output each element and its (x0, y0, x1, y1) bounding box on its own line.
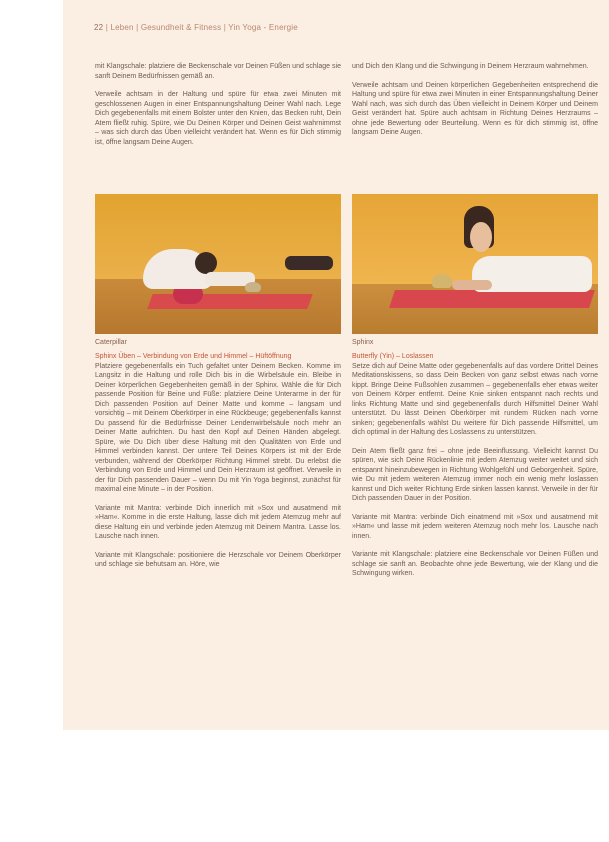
sphinx-photo (352, 194, 598, 334)
right-column-bottom (352, 352, 598, 588)
butterfly-variation-bowl: Variante mit Klangschale: platziere eine Beckenschale vor Deinen Füßen und schlage sie sanft an. Beobachte ohne jede Bewertung, wie der Klang und die Schwingung wirken. (352, 551, 598, 577)
caterpillar-photo (95, 194, 341, 334)
butterfly-variation-mantra: Variante mit Mantra: verbinde Dich einatmend mit »Sox und ausatmend mit »Ham« und lasse mit jedem weiteren Atemzug noch mehr los. Lausche nach innen. (352, 513, 598, 540)
caterpillar-caption: Caterpillar (95, 339, 127, 346)
right-rest-paragraph: Verweile achtsam und Deinen körperlichen Gegebenheiten entsprechend die Haltung und spüre für etwa zwei Minuten in einer Entspannungshaltung Deiner Wahl nach, was sich durch das Üben vielleicht in Deinem Körper und Deinem Geist verändert hat. Spüre auch achtsam in Richtung Deines Herzraums – ohne jede Bewertung oder Beurteilung. Wenn es für dich stimmig ist, öffne langsam Deine Augen. (352, 81, 598, 136)
page-number: 22 (94, 23, 104, 32)
sphinx-variation-bowl: Variante mit Klangschale: positioniere die Herzschale vor Deinem Oberkörper und schlage sie behutsam an. Höre, wie (95, 551, 341, 568)
butterfly-body-2: Dein Atem fließt ganz frei – ohne jede Beeinflussung. Vielleicht kannst Du spüren, wie sich Deine Rückenlinie mit jedem Atemzug weiter weitet und sich entspannt hineinzubewegen in Richtung Wohlgefühl und Geborgenheit. Spüre, wie Du mit jedem weiteren Atemzug immer noch ein wenig mehr loslassen kannst und Dich weiter Richtung Erde sinken lassen kannst. Verweile in der für Dich passenden Dauer in der Position. (352, 447, 598, 502)
left-column-bottom (95, 352, 341, 579)
left-intro-paragraph: mit Klangschale: platziere die Beckenschale vor Deinen Füßen und schlage sie sanft Deinem Bedürfnissen gemäß an. (95, 63, 341, 80)
right-intro-paragraph: und Dich den Klang und die Schwingung in Deinem Herzraum wahrnehmen. (352, 63, 589, 70)
butterfly-heading: Butterfly (Yin) – Loslassen (352, 353, 434, 360)
butterfly-body: Setze dich auf Deine Matte oder gegebenenfalls auf das vordere Drittel Deines Meditationskissens, so dass Dein Becken von ganz selbst etwas nach vorne kippt. Bringe Deine Fußsohlen zusammen – gegebenenfalls eher etwas weiter von Deinem Körper entfernt. Deine Knie sinken entspannt nach rechts und links Richtung Matte und sind gegebenenfalls durch Hilfsmittel Deiner Wahl unterstützt. Du lässt Deinen Oberkörper mit rundem Rücken nach vorne sinken; gegebenenfalls wählst Du weitere für Dich passende Hilfsmittel, um dich optimal in der Haltung des Loslassens zu unterstützen. (352, 362, 598, 436)
sphinx-body: Platziere gegebenenfalls ein Tuch gefaltet unter Deinem Becken. Komme im Langsitz in die Haltung und rolle Dich bis in die Wirbelsäule ein. Bleibe in Deiner körperlichen Gegebenheiten gemäß in der Sphinx. Wähle die für Dich passende Position für Beine und Füße: platziere Deine Unterarme in der für Dich passenden Position auf Deiner Matte und komme – langsam und vorsichtig – mit Deinem Oberkörper in eine Rückbeuge; gegebenenfalls kannst Du passend für die Bedürfnisse Deiner Lendenwirbelsäule noch mehr an Deiner Matte aufrichten. Du hast den Kopf auf Deinen Händen abgelegt. Spüre, wie Du Dich über diese Haltung mit den Qualitäten von Erde und Himmel verbinden kannst. Der untere Teil Deines Körpers ist mit der Erde verbunden, während der Oberkörper Richtung Himmel strebt. Du erlebst die Verbindung von Erde und Himmel und Dein Herzraum ist geöffnet. Verweile in der für Dich passenden Dauer – wenn Du mit Yin Yoga beginnst, zunächst für maximal eine Minute – in der Position. (95, 362, 341, 493)
left-column-top (95, 62, 341, 156)
right-column-top (352, 62, 598, 147)
section-title: | Leben | Gesundheit & Fitness | Yin Yoga - Energie (105, 23, 298, 32)
sphinx-variation-mantra: Variante mit Mantra: verbinde Dich innerlich mit »Sox und ausatmend mit »Ham«. Komme in die erste Haltung, lasse dich mit jedem Atemzug mehr auf diese Haltung ein und verbinde jeden Atemzug mit Deinem Mantra. Lasse los. Lausche nach innen. (95, 504, 341, 540)
sphinx-caption: Sphinx (352, 339, 374, 346)
left-rest-paragraph: Verweile achtsam in der Haltung und spüre für etwa zwei Minuten mit geschlossenen Augen in einer Entspannungshaltung Deiner Wahl nach. Lege Dich gegebenenfalls mit einem Bolster unter den Knien, das Becken ruht, Dein Atem fließt ruhig. Spüre, wie Du Deinen Körper und Deinen Geist wahrnimmst – was sich durch das Üben vielleicht verändert hat. Wenn es für Dich stimmig ist, öffne langsam Deine Augen. (95, 91, 341, 146)
sphinx-heading: Sphinx Üben – Verbindung von Erde und Himmel – Hüftöffnung (95, 353, 292, 360)
running-header (94, 23, 514, 32)
